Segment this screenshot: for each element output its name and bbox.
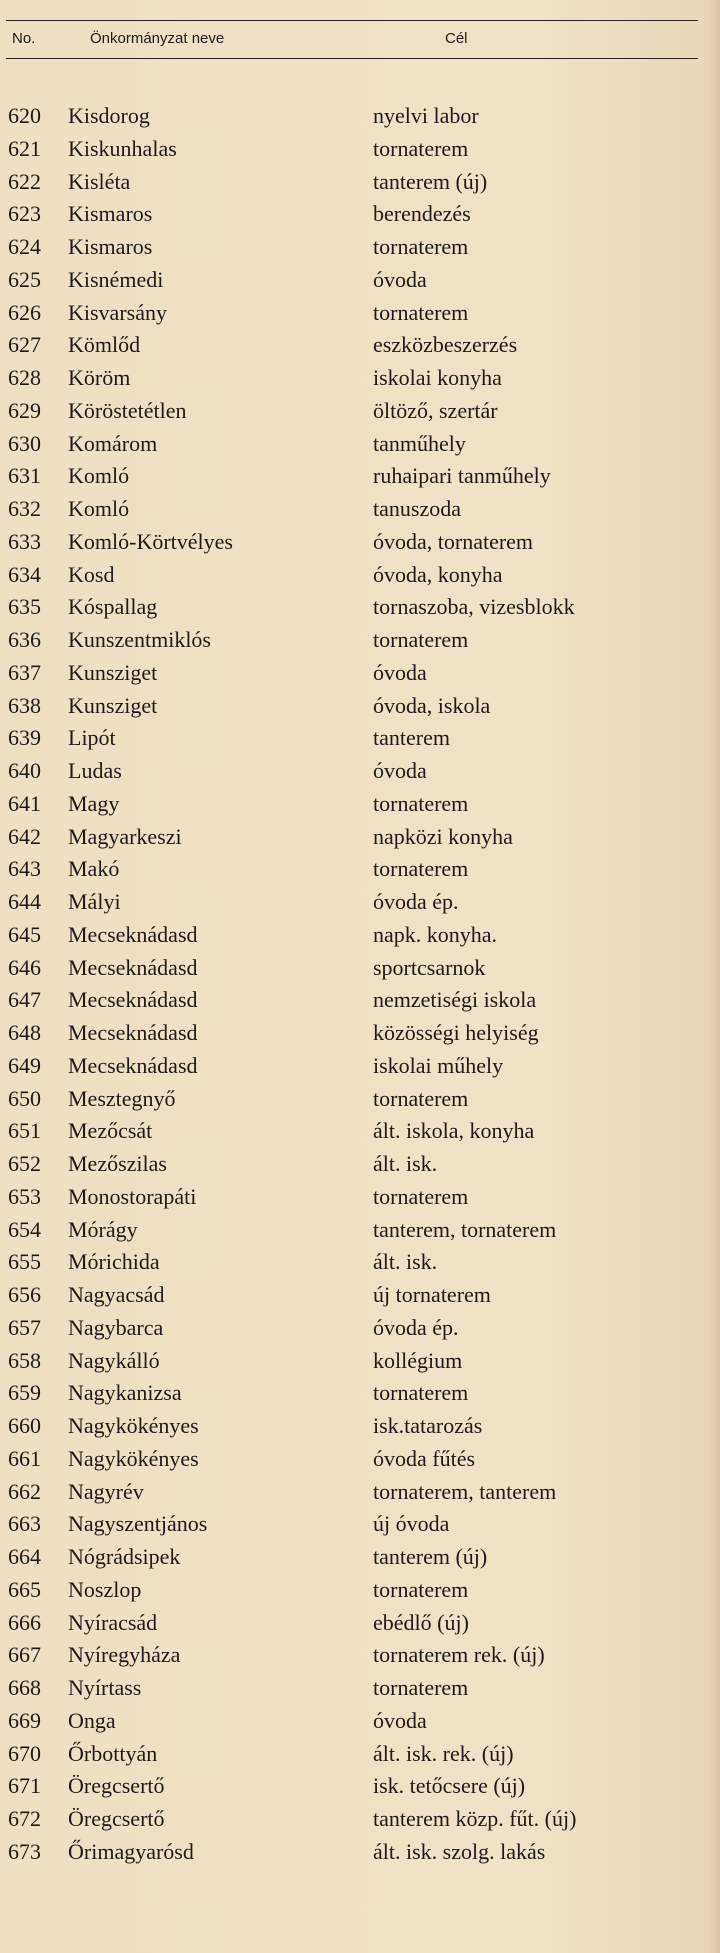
row-number: 653 <box>8 1183 41 1209</box>
table-row <box>0 591 720 624</box>
table-row <box>0 1083 720 1116</box>
row-number: 650 <box>8 1085 41 1111</box>
municipality-name: Köröstetétlen <box>68 397 187 423</box>
purpose: óvoda ép. <box>373 1314 459 1340</box>
municipality-name: Nagybarca <box>68 1314 164 1340</box>
municipality-name: Köröm <box>68 365 131 390</box>
municipality-name: Öregcsertő <box>68 1806 165 1831</box>
municipality-name: Mecseknádasd <box>68 954 198 980</box>
municipality-name: Mecseknádasd <box>68 1020 198 1045</box>
municipality-name: Nagyszentjános <box>68 1511 208 1537</box>
municipality-name: Onga <box>68 1707 116 1733</box>
table-row <box>0 428 720 461</box>
row-number: 669 <box>8 1707 41 1733</box>
row-number: 625 <box>8 266 41 292</box>
table-row <box>0 1476 720 1509</box>
municipality-name: Mecseknádasd <box>68 921 198 947</box>
table-row <box>0 853 720 886</box>
purpose: óvoda <box>373 1707 427 1733</box>
purpose: kollégium <box>373 1347 463 1373</box>
table-row <box>0 1705 720 1738</box>
row-number: 643 <box>8 856 41 882</box>
purpose: ált. isk. szolg. lakás <box>373 1838 546 1864</box>
row-number: 673 <box>8 1838 41 1864</box>
table-body <box>0 100 720 1869</box>
purpose: óvoda, konyha <box>373 561 503 587</box>
table-row <box>0 559 720 592</box>
row-number: 622 <box>8 168 41 194</box>
purpose: tornaterem, tanterem <box>373 1478 557 1504</box>
table-row <box>0 1639 720 1672</box>
purpose: tornaszoba, vizesblokk <box>373 594 575 620</box>
row-number: 630 <box>8 430 41 456</box>
municipality-name: Nagykökényes <box>68 1445 199 1471</box>
row-number: 647 <box>8 987 41 1013</box>
table-row <box>0 722 720 755</box>
purpose: tornaterem <box>373 1380 469 1406</box>
purpose: óvoda <box>373 758 427 783</box>
table-row <box>0 1770 720 1803</box>
table-row <box>0 231 720 264</box>
row-number: 634 <box>8 561 41 587</box>
municipality-name: Lipót <box>68 725 116 751</box>
row-number: 632 <box>8 496 41 521</box>
row-number: 666 <box>8 1609 41 1635</box>
row-number: 629 <box>8 397 41 423</box>
table-header <box>0 30 720 52</box>
purpose: tanterem (új) <box>373 168 488 194</box>
table-row <box>0 1377 720 1410</box>
purpose: óvoda, iskola <box>373 692 491 718</box>
purpose: tanterem, tornaterem <box>373 1216 557 1242</box>
purpose: ruhaipari tanműhely <box>373 463 551 489</box>
table-row <box>0 1345 720 1378</box>
table-row <box>0 100 720 133</box>
purpose: isk.tatarozás <box>373 1413 483 1438</box>
municipality-name: Nagyrév <box>68 1478 144 1504</box>
municipality-name: Kosd <box>68 561 115 587</box>
municipality-name: Kunsziget <box>68 659 158 685</box>
row-number: 645 <box>8 921 41 947</box>
row-number: 626 <box>8 299 41 325</box>
municipality-name: Mezőszilas <box>68 1151 167 1176</box>
purpose: tanterem közp. fűt. (új) <box>373 1806 577 1831</box>
municipality-name: Nyíracsád <box>68 1609 158 1635</box>
table-row <box>0 1803 720 1836</box>
row-number: 658 <box>8 1347 41 1373</box>
row-number: 623 <box>8 201 41 227</box>
purpose: tornaterem <box>373 627 469 652</box>
table-row <box>0 1214 720 1247</box>
row-number: 661 <box>8 1445 41 1471</box>
row-number: 627 <box>8 332 41 358</box>
table-row <box>0 984 720 1017</box>
table-row <box>0 1312 720 1345</box>
row-number: 620 <box>8 103 41 128</box>
municipality-name: Nagykökényes <box>68 1413 199 1438</box>
purpose: isk. tetőcsere (új) <box>373 1773 526 1799</box>
municipality-name: Magyarkeszi <box>68 823 182 849</box>
header-no: No. <box>12 30 36 47</box>
table-row <box>0 1672 720 1705</box>
table-row <box>0 1836 720 1869</box>
municipality-name: Mályi <box>68 889 121 914</box>
row-number: 648 <box>8 1020 41 1045</box>
purpose: ált. iskola, konyha <box>373 1118 535 1144</box>
municipality-name: Nyírtass <box>68 1675 142 1700</box>
purpose: tornaterem <box>373 135 469 161</box>
row-number: 641 <box>8 790 41 816</box>
purpose: iskolai konyha <box>373 365 502 390</box>
purpose: tornaterem <box>373 790 469 816</box>
table-row <box>0 1443 720 1476</box>
purpose: tanműhely <box>373 430 466 456</box>
row-number: 663 <box>8 1511 41 1537</box>
purpose: új tornaterem <box>373 1282 491 1307</box>
municipality-name: Kunsziget <box>68 692 158 718</box>
row-number: 646 <box>8 954 41 980</box>
municipality-name: Nagykálló <box>68 1347 160 1373</box>
row-number: 656 <box>8 1282 41 1307</box>
row-number: 660 <box>8 1413 41 1438</box>
purpose: óvoda ép. <box>373 889 459 914</box>
row-number: 655 <box>8 1249 41 1275</box>
municipality-name: Kismaros <box>68 201 153 227</box>
municipality-name: Mórichida <box>68 1249 160 1275</box>
table-row <box>0 952 720 985</box>
row-number: 636 <box>8 627 41 652</box>
table-row <box>0 624 720 657</box>
table-row <box>0 133 720 166</box>
row-number: 667 <box>8 1642 41 1668</box>
table-row <box>0 362 720 395</box>
municipality-name: Kisdorog <box>68 103 150 128</box>
table-row <box>0 493 720 526</box>
municipality-name: Kisvarsány <box>68 299 167 325</box>
purpose: ált. isk. <box>373 1151 438 1176</box>
row-number: 628 <box>8 365 41 390</box>
row-number: 631 <box>8 463 41 489</box>
table-row <box>0 1738 720 1771</box>
purpose: berendezés <box>373 201 471 227</box>
table-row <box>0 329 720 362</box>
row-number: 638 <box>8 692 41 718</box>
table-row <box>0 821 720 854</box>
municipality-name: Kiskunhalas <box>68 135 177 161</box>
municipality-name: Öregcsertő <box>68 1773 165 1799</box>
municipality-name: Nagyacsád <box>68 1282 165 1307</box>
municipality-name: Mecseknádasd <box>68 1052 198 1078</box>
row-number: 651 <box>8 1118 41 1144</box>
table-row <box>0 198 720 231</box>
purpose: óvoda <box>373 659 427 685</box>
row-number: 662 <box>8 1478 41 1504</box>
table-row <box>0 690 720 723</box>
municipality-name: Komló <box>68 496 130 521</box>
purpose: nemzetiségi iskola <box>373 987 537 1013</box>
municipality-name: Mecseknádasd <box>68 987 198 1013</box>
municipality-name: Nagykanizsa <box>68 1380 182 1406</box>
row-number: 672 <box>8 1806 41 1831</box>
table-row <box>0 1181 720 1214</box>
table-row <box>0 755 720 788</box>
table-row <box>0 1050 720 1083</box>
municipality-name: Nógrádsipek <box>68 1544 181 1569</box>
table-row <box>0 919 720 952</box>
row-number: 639 <box>8 725 41 751</box>
purpose: ált. isk. rek. (új) <box>373 1740 514 1766</box>
municipality-name: Kisnémedi <box>68 266 164 292</box>
header-top-rule <box>6 20 698 21</box>
municipality-name: Komárom <box>68 430 158 456</box>
purpose: tornaterem <box>373 1675 469 1700</box>
purpose: tanuszoda <box>373 496 461 521</box>
table-row <box>0 1017 720 1050</box>
row-number: 670 <box>8 1740 41 1766</box>
row-number: 671 <box>8 1773 41 1799</box>
municipality-name: Kunszentmiklós <box>68 627 211 652</box>
header-goal: Cél <box>445 30 468 47</box>
table-row <box>0 788 720 821</box>
municipality-name: Kismaros <box>68 234 153 259</box>
row-number: 664 <box>8 1544 41 1569</box>
purpose: tanterem (új) <box>373 1544 488 1569</box>
table-row <box>0 1607 720 1640</box>
purpose: eszközbeszerzés <box>373 332 518 358</box>
municipality-name: Noszlop <box>68 1576 142 1602</box>
table-row <box>0 1410 720 1443</box>
row-number: 635 <box>8 594 41 620</box>
table-row <box>0 166 720 199</box>
purpose: óvoda <box>373 266 427 292</box>
table-row <box>0 460 720 493</box>
purpose: tanterem <box>373 725 450 751</box>
municipality-name: Kisléta <box>68 168 131 194</box>
municipality-name: Magy <box>68 790 120 816</box>
table-row <box>0 1508 720 1541</box>
row-number: 657 <box>8 1314 41 1340</box>
municipality-name: Mórágy <box>68 1216 138 1242</box>
municipality-name: Mesztegnyő <box>68 1085 176 1111</box>
table-row <box>0 1246 720 1279</box>
purpose: óvoda fűtés <box>373 1445 476 1471</box>
purpose: tornaterem <box>373 234 469 259</box>
table-row <box>0 657 720 690</box>
row-number: 652 <box>8 1151 41 1176</box>
municipality-name: Monostorapáti <box>68 1183 197 1209</box>
purpose: tornaterem <box>373 856 469 882</box>
row-number: 640 <box>8 758 41 783</box>
municipality-name: Kömlőd <box>68 332 141 358</box>
table-row <box>0 886 720 919</box>
row-number: 649 <box>8 1052 41 1078</box>
purpose: tornaterem <box>373 1183 469 1209</box>
purpose: tornaterem <box>373 1085 469 1111</box>
purpose: napk. konyha. <box>373 921 498 947</box>
purpose: új óvoda <box>373 1511 450 1537</box>
table-row <box>0 1541 720 1574</box>
row-number: 665 <box>8 1576 41 1602</box>
purpose: nyelvi labor <box>373 103 479 128</box>
municipality-name: Mezőcsát <box>68 1118 153 1144</box>
table-row <box>0 1574 720 1607</box>
table-row <box>0 1279 720 1312</box>
row-number: 668 <box>8 1675 41 1700</box>
purpose: iskolai műhely <box>373 1052 504 1078</box>
municipality-name: Ludas <box>68 758 122 783</box>
row-number: 659 <box>8 1380 41 1406</box>
header-name: Önkormányzat neve <box>90 30 225 47</box>
table-row <box>0 395 720 428</box>
purpose: ált. isk. <box>373 1249 438 1275</box>
page-edge-shadow <box>708 0 720 1953</box>
purpose: tornaterem <box>373 299 469 325</box>
row-number: 654 <box>8 1216 41 1242</box>
row-number: 621 <box>8 135 41 161</box>
row-number: 642 <box>8 823 41 849</box>
purpose: sportcsarnok <box>373 954 486 980</box>
municipality-name: Őrbottyán <box>68 1740 158 1766</box>
municipality-name: Komló-Körtvélyes <box>68 528 233 554</box>
table-row <box>0 1148 720 1181</box>
purpose: tornaterem rek. (új) <box>373 1642 545 1668</box>
purpose: ebédlő (új) <box>373 1609 469 1635</box>
purpose: tornaterem <box>373 1576 469 1602</box>
table-row <box>0 1115 720 1148</box>
municipality-name: Őrimagyarósd <box>68 1838 194 1864</box>
purpose: napközi konyha <box>373 823 513 849</box>
row-number: 644 <box>8 889 41 914</box>
row-number: 637 <box>8 659 41 685</box>
municipality-name: Komló <box>68 463 130 489</box>
table-row <box>0 297 720 330</box>
municipality-name: Nyíregyháza <box>68 1642 181 1668</box>
row-number: 624 <box>8 234 41 259</box>
table-row <box>0 264 720 297</box>
purpose: öltöző, szertár <box>373 397 498 423</box>
municipality-name: Kóspallag <box>68 594 158 620</box>
row-number: 633 <box>8 528 41 554</box>
table-row <box>0 526 720 559</box>
purpose: közösségi helyiség <box>373 1020 539 1045</box>
header-bottom-rule <box>6 58 698 59</box>
municipality-name: Makó <box>68 856 120 882</box>
purpose: óvoda, tornaterem <box>373 528 534 554</box>
